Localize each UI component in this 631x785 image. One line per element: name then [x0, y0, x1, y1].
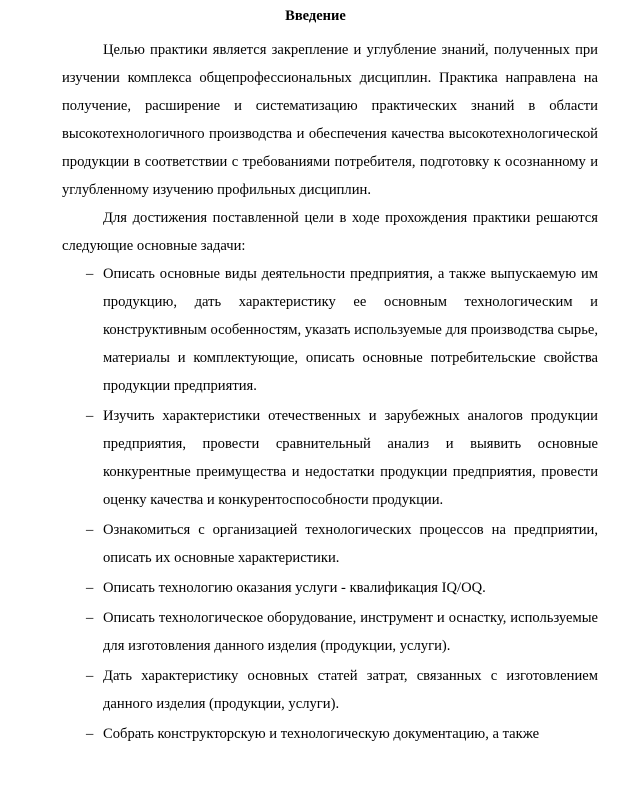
list-dash: – [86, 668, 94, 684]
document-body [62, 36, 598, 750]
list-dash: – [86, 610, 94, 626]
list-dash: – [86, 266, 94, 282]
list-item [62, 516, 598, 572]
tasks-intro-paragraph: Для достижения поставленной цели в ходе прохождения практики решаются следующие основные задачи: [62, 210, 598, 254]
list-dash: – [86, 522, 94, 538]
list-item-text: Изучить характеристики отечественных и зарубежных аналогов продукции предприятия, провести сравнительный анализ и выявить основные конкурентные преимущества и недостатки продукции предприятия, провести оценку качества и конкурентоспособности продукции. [103, 408, 598, 508]
list-item [62, 720, 598, 748]
list-item-text: Описать технологию оказания услуги - квалификация IQ/OQ. [103, 580, 486, 596]
list-item [62, 260, 598, 400]
list-item [62, 662, 598, 718]
tasks-list [62, 260, 598, 748]
list-dash: – [86, 580, 94, 596]
intro-paragraph: Целью практики является закрепление и углубление знаний, полученных при изучении комплекса общепрофессиональных дисциплин. Практика направлена на получение, расширение и систематизацию практических знаний в области высокотехнологичного производства и обеспечения качества высокотехнологической продукции в соответствии с требованиями потребителя, подготовку к осознанному и углубленному изучению профильных дисциплин. [62, 42, 598, 198]
page-title: Введение [285, 8, 346, 24]
list-item-text: Описать основные виды деятельности предприятия, а также выпускаемую им продукцию, дать характеристику ее основным технологическим и конструктивным особенностям, указать используемые для производства сырье, материалы и комплектующие, описать основные потребительские свойства продукции предприятия. [103, 266, 598, 394]
list-item [62, 402, 598, 514]
list-item-text: Описать технологическое оборудование, инструмент и оснастку, используемые для изготовления данного изделия (продукции, услуги). [103, 610, 598, 654]
list-dash: – [86, 408, 94, 424]
list-item-text: Дать характеристику основных статей затрат, связанных с изготовлением данного изделия (продукции, услуги). [103, 668, 598, 712]
list-item [62, 604, 598, 660]
list-item-text: Собрать конструкторскую и технологическую документацию, а также [103, 726, 540, 742]
list-item [62, 574, 598, 602]
list-item-text: Ознакомиться с организацией технологических процессов на предприятии, описать их основные характеристики. [103, 522, 598, 566]
list-dash: – [86, 726, 94, 742]
